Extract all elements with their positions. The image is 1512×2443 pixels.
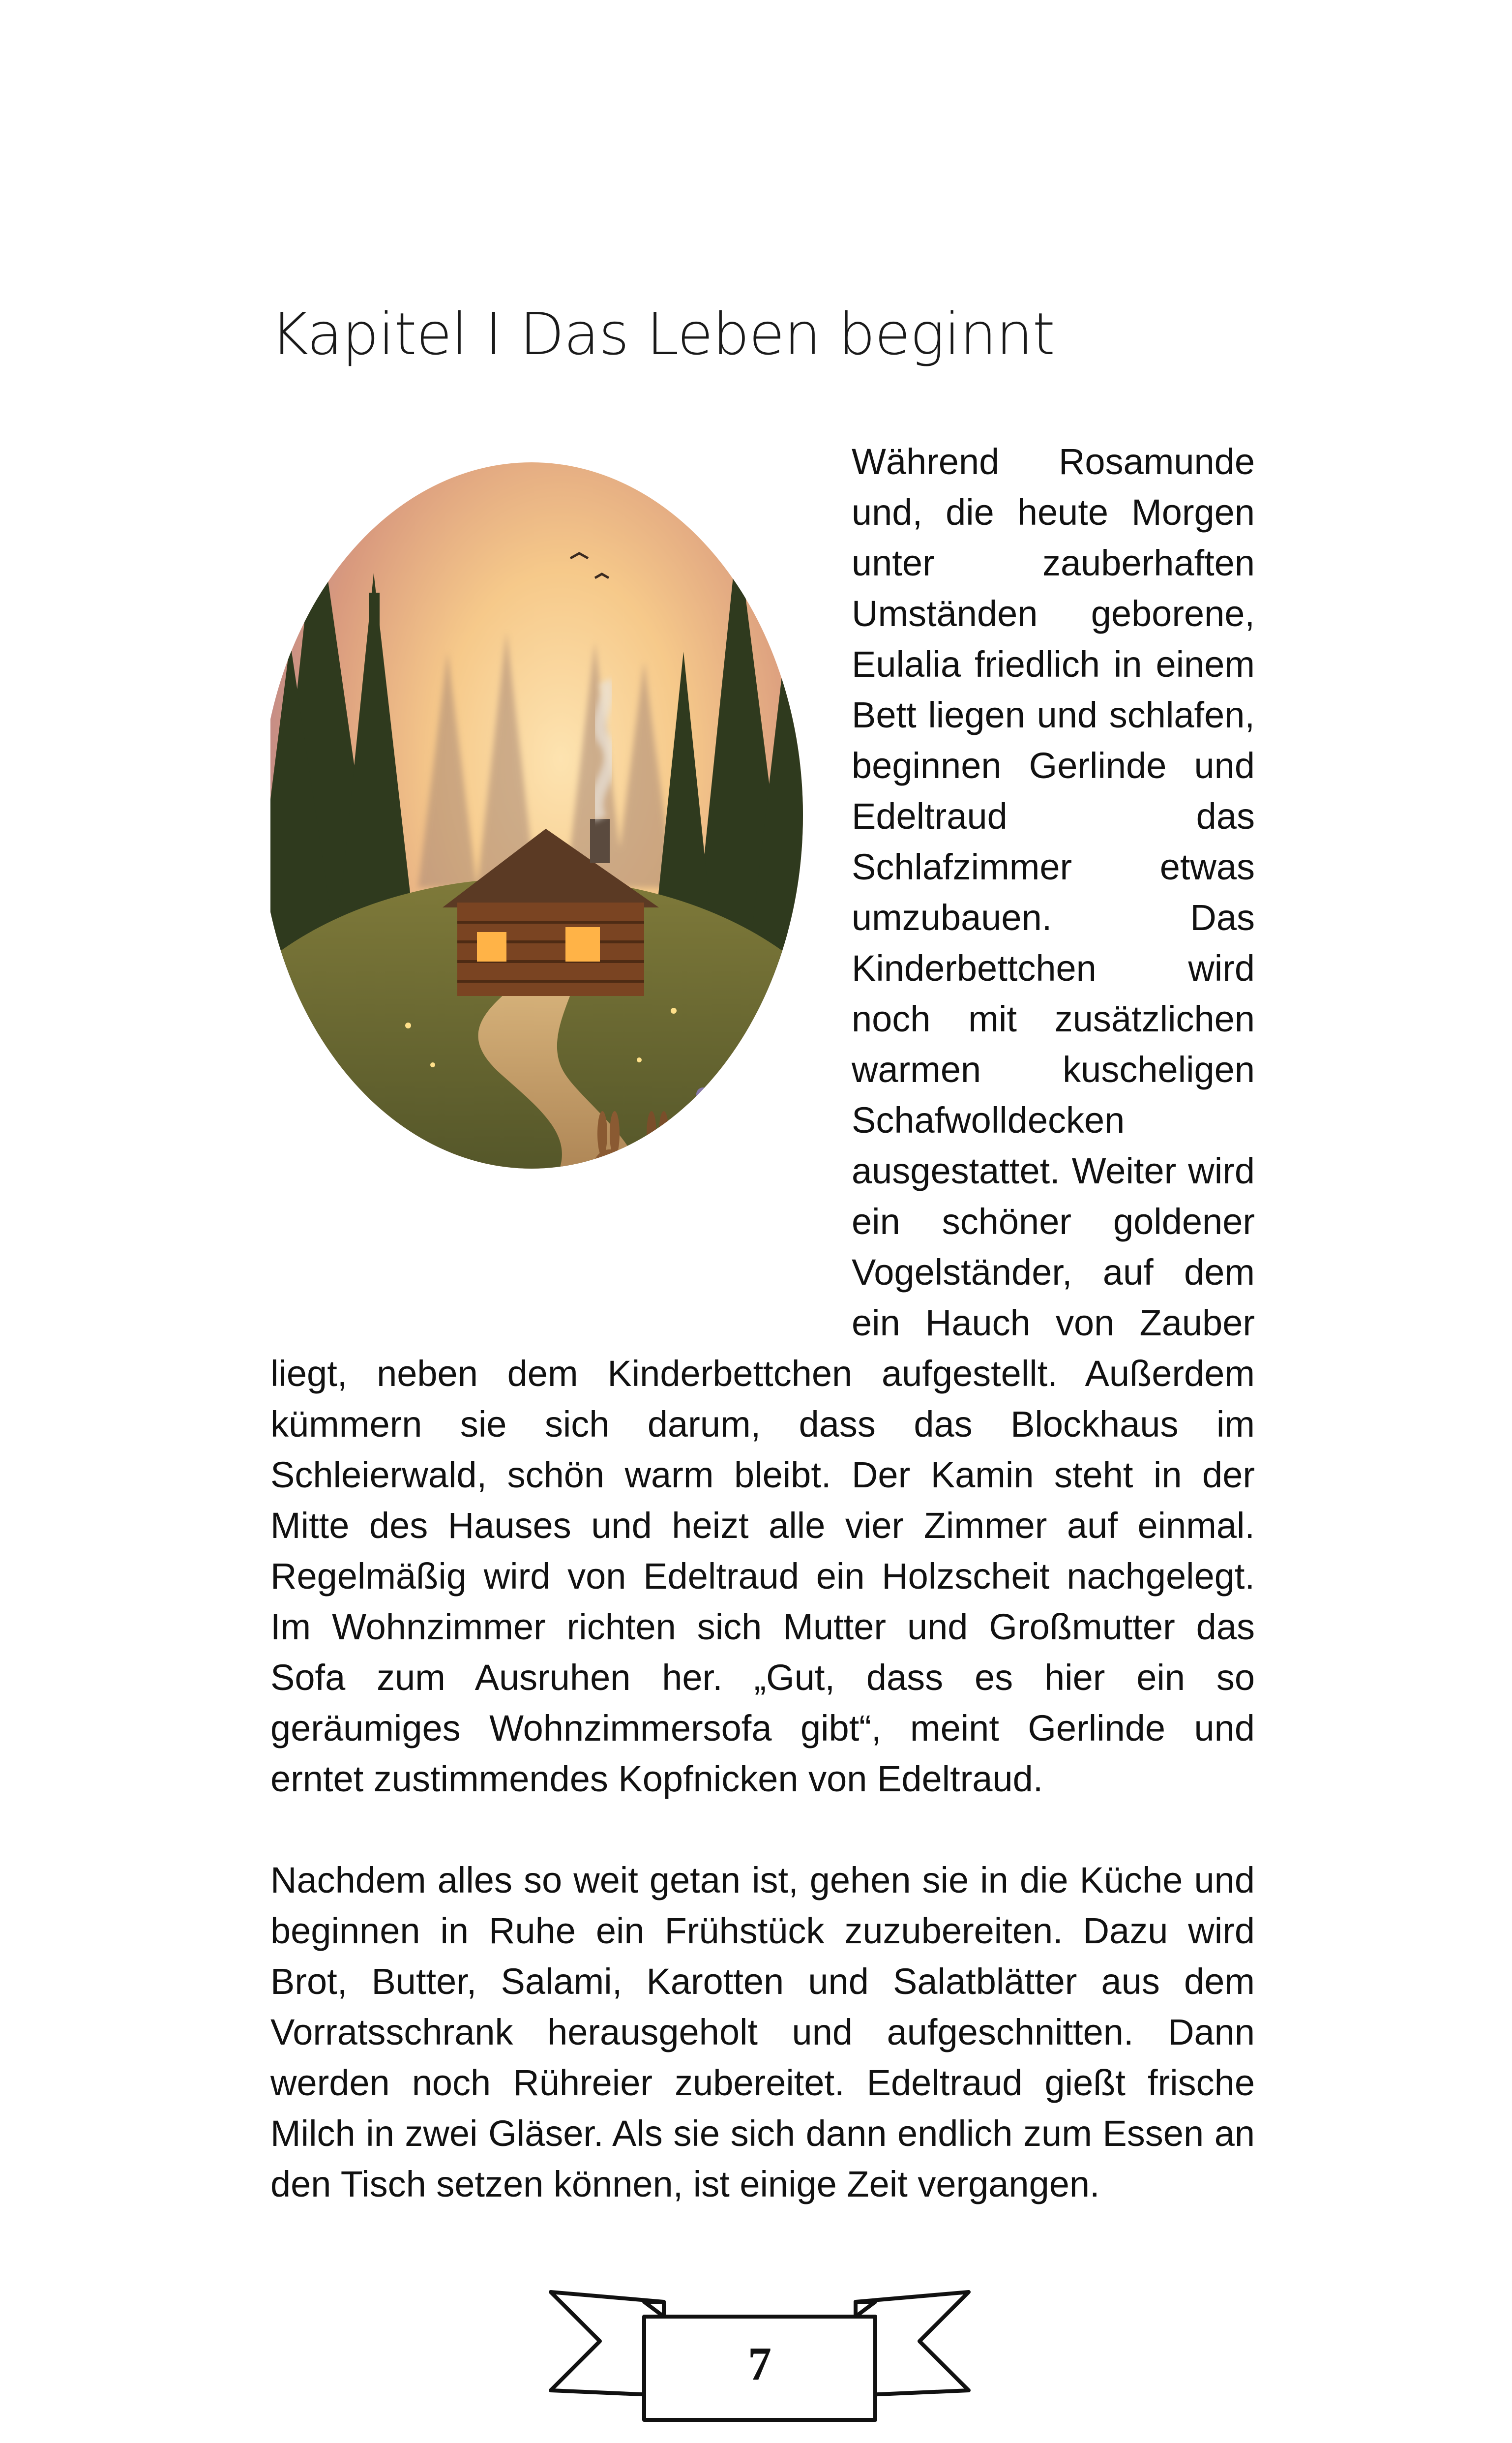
chapter-title: Kapitel I Das Leben beginnt — [270, 300, 1055, 368]
cabin-illustration-svg — [270, 445, 852, 1342]
page-number: 7 — [748, 2337, 771, 2390]
body-text — [270, 436, 1255, 2209]
paragraph-2: Nachdem alles so weit getan ist, gehen sie in die Küche und beginnen in Ruhe ein Frühstück zuzubereiten. Dazu wird Brot, Butter, Salami, Karotten und Salatblätter aus dem Vorratsschrank herausgeholt und aufgeschnitten. Dann werden noch Rühreier zubereitet. Edeltraud gießt frische Milch in zwei Gläser. Als sie sich dann endlich zum Essen an den Tisch setzen können, ist einige Zeit vergangen. — [270, 1860, 1255, 2204]
page-number-banner — [546, 2282, 974, 2430]
cabin-illustration — [270, 445, 852, 1342]
paragraph-1: Während Rosamunde und, die heute Morgen unter zauberhaften Umständen geborene, Eulalia friedlich in einem Bett liegen und schlafen, beginnen Gerlinde und Edeltraud das Schlafzimmer etwas umzubauen. Das Kinderbettchen wird noch mit zusätzlichen warmen kuscheligen Schafwolldecken ausgestattet. Weiter wird ein schöner goldener Vogelständer, auf dem ein Hauch von Zauber liegt, neben dem Kinderbettchen aufgestellt. Außerdem kümmern sie sich darum, dass das Blockhaus im Schleierwald, schön warm bleibt. Der Kamin steht in der Mitte des Hauses und heizt alle vier Zimmer auf einmal. Regelmäßig wird von Edeltraud ein Holzscheit nachgelegt. Im Wohnzimmer richten sich Mutter und Großmutter das Sofa zum Ausruhen her. „Gut, dass es hier ein so geräumiges Wohnzimmersofa gibt“, meint Gerlinde und erntet zustimmendes Kopfnicken von Edeltraud. — [270, 441, 1255, 1799]
